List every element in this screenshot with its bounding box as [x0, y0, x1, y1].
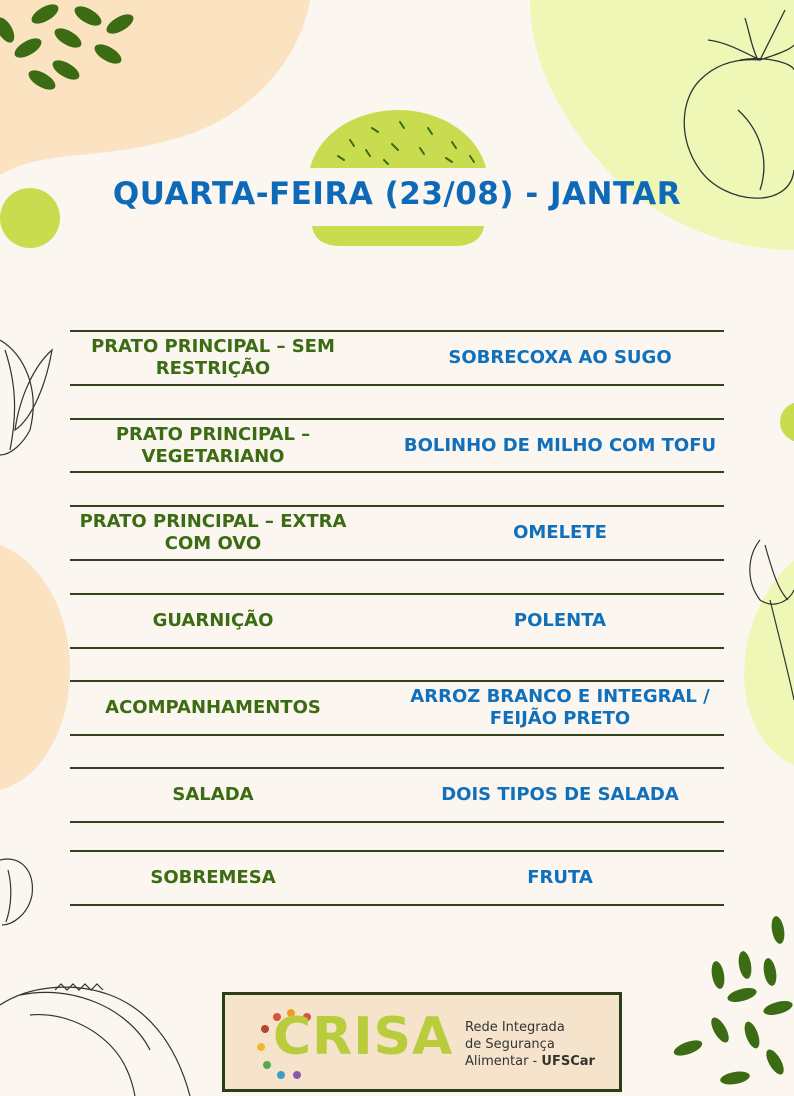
logo-line — [465, 1053, 595, 1070]
table-row — [70, 507, 724, 559]
table-row — [70, 852, 724, 904]
row-divider — [70, 559, 724, 561]
menu-category: PRATO PRINCIPAL – VEGETARIANO — [115, 423, 311, 467]
row-divider — [70, 384, 724, 386]
table-row — [70, 595, 724, 647]
peach-blob-left — [0, 545, 70, 790]
logo-wordmark: CRISA — [273, 1007, 454, 1067]
bun-bottom — [312, 226, 484, 246]
row-divider — [70, 471, 724, 473]
menu-item: DOIS TIPOS DE SALADA — [441, 784, 679, 805]
menu-category: PRATO PRINCIPAL – SEM RESTRIÇÃO — [91, 336, 335, 379]
crisa-logo — [222, 992, 622, 1092]
row-divider — [70, 821, 724, 823]
table-row — [70, 332, 724, 384]
row-divider — [70, 734, 724, 736]
logo-subtitle — [465, 1019, 595, 1070]
logo-line-bold: UFSCar — [541, 1054, 595, 1069]
menu-item: BOLINHO DE MILHO COM TOFU — [403, 434, 717, 456]
logo-line-text: Alimentar - — [465, 1054, 542, 1069]
menu-item: FRUTA — [527, 867, 593, 888]
table-row — [70, 682, 724, 734]
menu-item: ARROZ BRANCO E INTEGRAL / FEIJÃO PRETO — [410, 686, 710, 729]
bun-top — [310, 110, 486, 168]
table-row — [70, 420, 724, 471]
logo-line: Rede Integrada — [465, 1020, 565, 1035]
menu-category: PRATO PRINCIPAL – EXTRA COM OVO — [79, 511, 347, 554]
table-row — [70, 769, 724, 821]
page-title: QUARTA-FEIRA (23/08) - JANTAR — [112, 176, 682, 212]
menu-category: GUARNIÇÃO — [152, 610, 274, 631]
menu-item: OMELETE — [513, 522, 607, 543]
row-divider — [70, 904, 724, 906]
logo-line: de Segurança — [465, 1037, 555, 1052]
green-blob-right — [744, 560, 794, 765]
green-blob-top-right — [530, 0, 794, 250]
menu-item: SOBRECOXA AO SUGO — [448, 347, 672, 368]
green-dot-right — [780, 402, 794, 442]
menu-category: ACOMPANHAMENTOS — [105, 697, 321, 718]
menu-category: SOBREMESA — [150, 867, 276, 888]
menu-item: POLENTA — [513, 610, 607, 631]
menu-category: SALADA — [172, 784, 254, 805]
row-divider — [70, 647, 724, 649]
